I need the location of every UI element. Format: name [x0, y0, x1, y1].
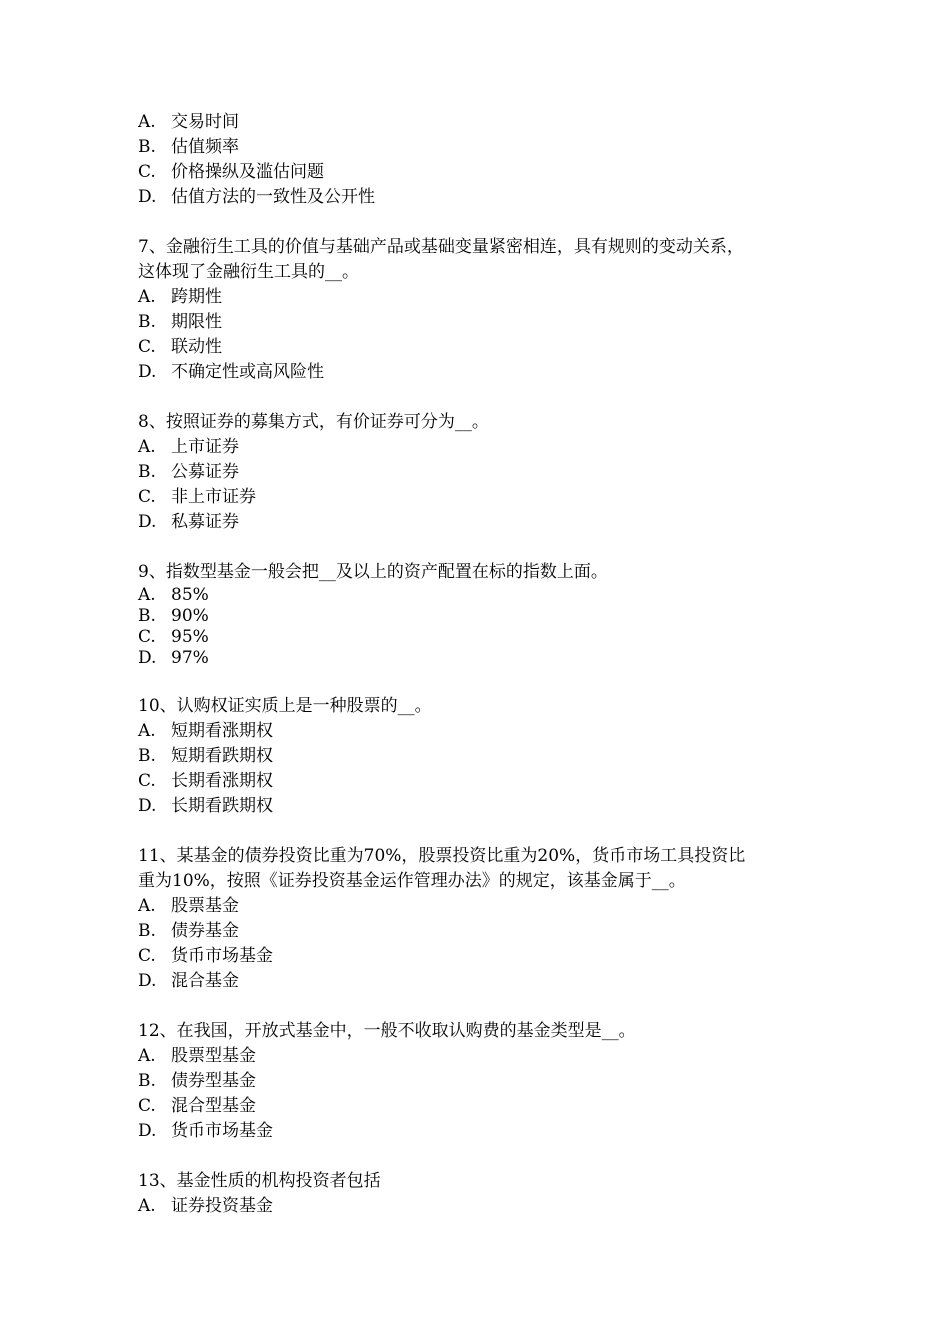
option-d: D. 私募证券	[138, 512, 239, 532]
option-d: D. 97%	[138, 648, 209, 668]
option-a: A. 股票型基金	[138, 1046, 256, 1066]
question-9	[138, 560, 818, 669]
option-b: B. 估值频率	[138, 137, 239, 157]
option-b: B. 短期看跌期权	[138, 746, 273, 766]
option-c: C. 95%	[138, 627, 209, 647]
question-stem: 13、基金性质的机构投资者包括	[138, 1171, 381, 1191]
question-stem: 11、某基金的债券投资比重为70%，股票投资比重为20%，货币市场工具投资比	[138, 846, 746, 866]
question-stem: 12、在我国，开放式基金中，一般不收取认购费的基金类型是__。	[138, 1021, 636, 1041]
question-stem: 8、按照证券的募集方式，有价证券可分为__。	[138, 412, 489, 432]
option-a: A. 短期看涨期权	[138, 721, 273, 741]
question-11	[138, 844, 818, 994]
option-b: B. 期限性	[138, 312, 222, 332]
option-a: A. 股票基金	[138, 896, 239, 916]
question-stem-continued: 这体现了金融衍生工具的__。	[138, 262, 359, 282]
option-c: C. 非上市证券	[138, 487, 256, 507]
option-a: A. 证券投资基金	[138, 1196, 273, 1216]
question-6-options	[138, 110, 818, 210]
option-c: C. 价格操纵及滥估问题	[138, 162, 324, 182]
option-a: A. 跨期性	[138, 287, 222, 307]
option-b: B. 债券型基金	[138, 1071, 256, 1091]
document-body	[138, 110, 818, 1219]
question-stem: 10、认购权证实质上是一种股票的__。	[138, 696, 432, 716]
question-stem-continued: 重为10%，按照《证券投资基金运作管理办法》的规定，该基金属于__。	[138, 871, 686, 891]
option-d: D. 不确定性或高风险性	[138, 362, 324, 382]
question-12	[138, 1019, 818, 1144]
option-b: B. 债券基金	[138, 921, 239, 941]
option-c: C. 长期看涨期权	[138, 771, 273, 791]
option-b: B. 90%	[138, 606, 209, 626]
option-c: C. 货币市场基金	[138, 946, 273, 966]
question-8	[138, 410, 818, 535]
option-d: D. 货币市场基金	[138, 1121, 273, 1141]
option-d: D. 长期看跌期权	[138, 796, 273, 816]
option-d: D. 混合基金	[138, 971, 239, 991]
option-a: A. 交易时间	[138, 112, 239, 132]
option-b: B. 公募证券	[138, 462, 239, 482]
option-a: A. 上市证券	[138, 437, 239, 457]
option-c: C. 联动性	[138, 337, 222, 357]
question-13	[138, 1169, 818, 1219]
option-d: D. 估值方法的一致性及公开性	[138, 187, 375, 207]
question-7	[138, 235, 818, 385]
question-10	[138, 694, 818, 819]
question-stem: 7、金融衍生工具的价值与基础产品或基础变量紧密相连，具有规则的变动关系，	[138, 237, 744, 257]
question-stem: 9、指数型基金一般会把__及以上的资产配置在标的指数上面。	[138, 562, 608, 582]
option-a: A. 85%	[138, 585, 209, 605]
option-c: C. 混合型基金	[138, 1096, 256, 1116]
